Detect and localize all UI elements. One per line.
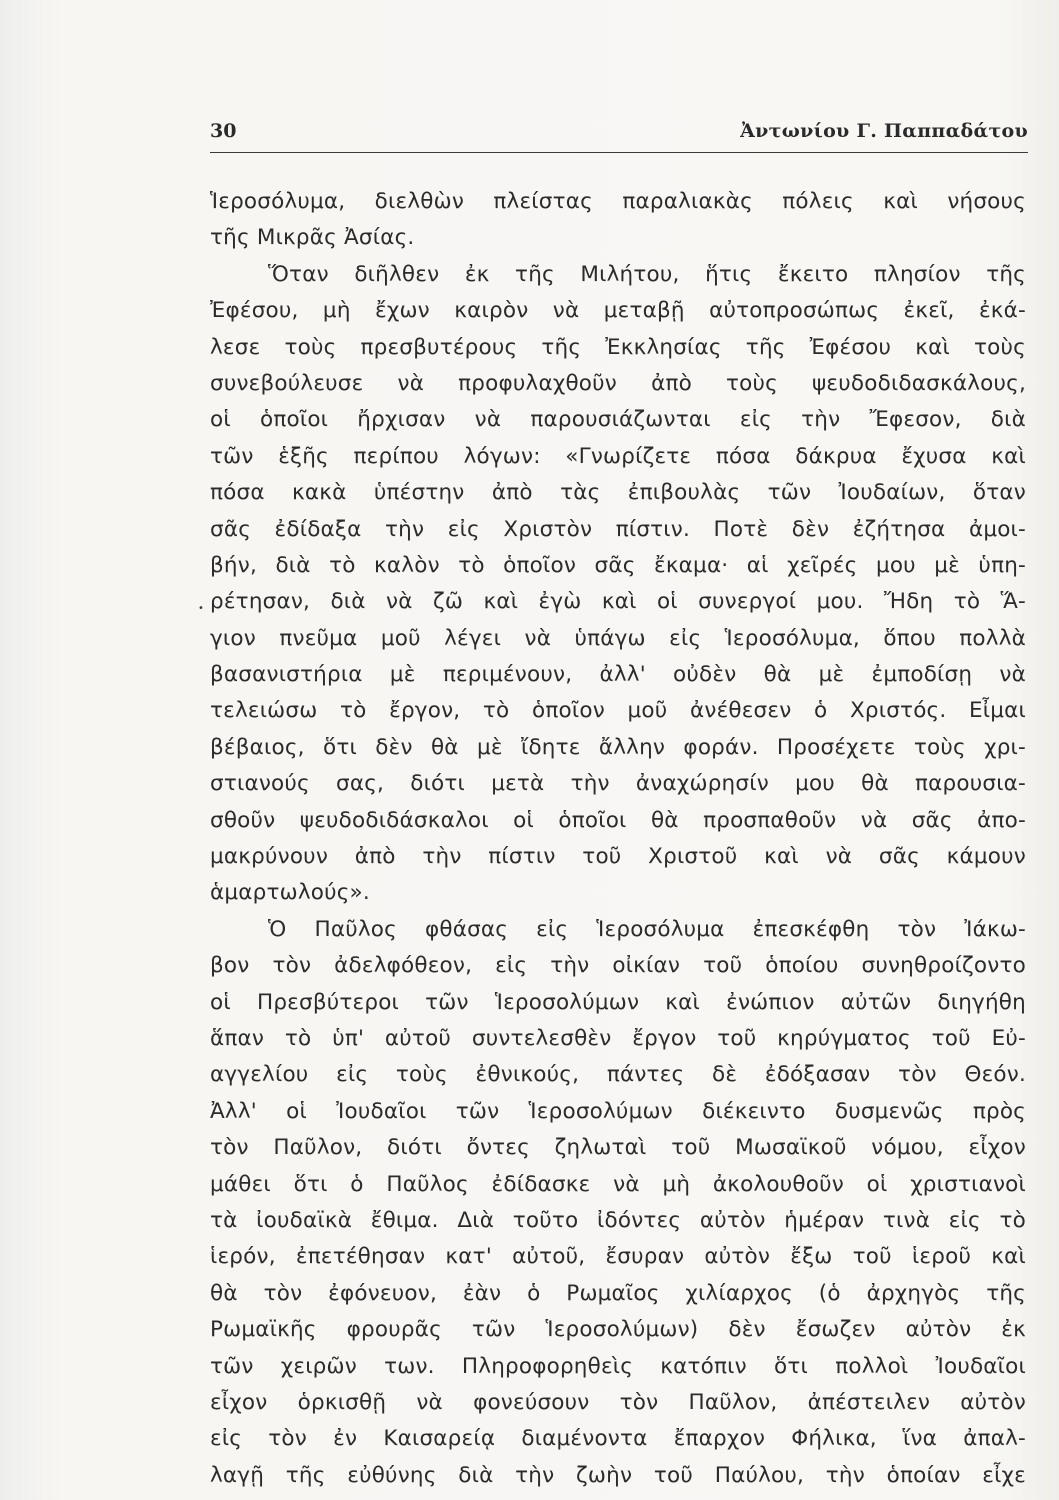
- text-line: μάθει ὅτι ὁ Παῦλος ἐδίδασκε νὰ μὴ ἀκολουθοῦν οἱ χριστιανοὶ: [210, 1171, 1026, 1197]
- text-line: ἅπαν τὸ ὑπ' αὐτοῦ συντελεσθὲν ἔργον τοῦ κηρύγματος τοῦ Εὐ-: [210, 1025, 1026, 1051]
- text-line: γιον πνεῦμα μοῦ λέγει νὰ ὑπάγω εἰς Ἱεροσόλυμα, ὅπου πολλὰ: [210, 625, 1026, 651]
- text-line: εἰς τὸν ἐν Καισαρείᾳ διαμένοντα ἔπαρχον Φήλικα, ἵνα ἀπαλ-: [210, 1426, 1026, 1452]
- text-line: σᾶς ἐδίδαξα τὴν εἰς Χριστὸν πίστιν. Ποτὲ δὲν ἐζήτησα ἀμοι-: [210, 516, 1026, 542]
- body-text: [210, 184, 1026, 1494]
- text-line: βασανιστήρια μὲ περιμένουν, ἀλλ' οὐδὲν θὰ μὲ ἐμποδίσῃ νὰ: [210, 662, 1026, 688]
- stray-mark: •: [198, 603, 204, 614]
- text-line: Ὁ Παῦλος φθάσας εἰς Ἱεροσόλυμα ἐπεσκέφθη τὸν Ἰάκω-: [268, 916, 1026, 942]
- text-line: τὰ ἰουδαϊκὰ ἔθιμα. Διὰ τοῦτο ἰδόντες αὐτὸν ἡμέραν τινὰ εἰς τὸ: [210, 1207, 1026, 1233]
- text-line: βήν, διὰ τὸ καλὸν τὸ ὁποῖον σᾶς ἔκαμα· αἱ χεῖρές μου μὲ ὑπη-: [210, 552, 1026, 578]
- text-line: τῆς Μικρᾶς Ἀσίας.: [210, 225, 415, 251]
- text-line: σθοῦν ψευδοδιδάσκαλοι οἱ ὁποῖοι θὰ προσπαθοῦν νὰ σᾶς ἀπο-: [210, 807, 1026, 833]
- text-line: αγγελίου εἰς τοὺς ἐθνικούς, πάντες δὲ ἐδόξασαν τὸν Θεόν.: [210, 1062, 1026, 1088]
- text-line: συνεβούλευσε νὰ προφυλαχθοῦν ἀπὸ τοὺς ψευδοδιδασκάλους,: [210, 370, 1026, 396]
- running-head: Ἀντωνίου Γ. Παππαδάτου: [740, 120, 1028, 142]
- text-line: βον τὸν ἀδελφόθεον, εἰς τὴν οἰκίαν τοῦ ὁποίου συνηθροίζοντο: [210, 953, 1026, 979]
- text-line: λεσε τοὺς πρεσβυτέρους τῆς Ἐκκλησίας τῆς Ἐφέσου καὶ τοὺς: [210, 334, 1026, 360]
- page-number: 30: [210, 120, 237, 142]
- text-line: Ἐφέσου, μὴ ἔχων καιρὸν νὰ μεταβῇ αὐτοπροσώπως ἐκεῖ, ἐκά-: [210, 298, 1026, 324]
- page-header: [210, 118, 1028, 153]
- text-line: Ὅταν διῆλθεν ἐκ τῆς Μιλήτου, ἥτις ἔκειτο πλησίον τῆς: [268, 261, 1026, 287]
- text-line: λαγῇ τῆς εὐθύνης διὰ τὴν ζωὴν τοῦ Παύλου, τὴν ὁποίαν εἶχε: [210, 1462, 1026, 1488]
- text-line: οἱ ὁποῖοι ἤρχισαν νὰ παρουσιάζωνται εἰς τὴν Ἔφεσον, διὰ: [210, 407, 1026, 433]
- text-line: θὰ τὸν ἐφόνευον, ἐὰν ὁ Ρωμαῖος χιλίαρχος (ὁ ἀρχηγὸς τῆς: [210, 1280, 1026, 1306]
- text-line: τῶν ἑξῆς περίπου λόγων: «Γνωρίζετε πόσα δάκρυα ἔχυσα καὶ: [210, 443, 1026, 469]
- text-line: μακρύνουν ἀπὸ τὴν πίστιν τοῦ Χριστοῦ καὶ νὰ σᾶς κάμουν: [210, 844, 1026, 870]
- text-line: ρέτησαν, διὰ νὰ ζῶ καὶ ἐγὼ καὶ οἱ συνεργοί μου. Ἤδη τὸ Ἅ-: [210, 589, 1026, 615]
- text-line: τῶν χειρῶν των. Πληροφορηθεὶς κατόπιν ὅτι πολλοὶ Ἰουδαῖοι: [210, 1353, 1026, 1379]
- text-line: Ἀλλ' οἱ Ἰουδαῖοι τῶν Ἱεροσολύμων διέκειντο δυσμενῶς πρὸς: [210, 1098, 1026, 1124]
- text-line: οἱ Πρεσβύτεροι τῶν Ἱεροσολύμων καὶ ἐνώπιον αὐτῶν διηγήθη: [210, 989, 1026, 1015]
- text-line: εἶχον ὁρκισθῇ νὰ φονεύσουν τὸν Παῦλον, ἀπέστειλεν αὐτὸν: [210, 1389, 1026, 1415]
- text-line: Ἱεροσόλυμα, διελθὼν πλείστας παραλιακὰς πόλεις καὶ νήσους: [210, 189, 1026, 214]
- text-line: ἱερόν, ἐπετέθησαν κατ' αὐτοῦ, ἔσυραν αὐτὸν ἔξω τοῦ ἱεροῦ καὶ: [210, 1244, 1026, 1270]
- text-line: τὸν Παῦλον, διότι ὄντες ζηλωταὶ τοῦ Μωσαϊκοῦ νόμου, εἶχον: [210, 1135, 1026, 1161]
- text-line: τελειώσω τὸ ἔργον, τὸ ὁποῖον μοῦ ἀνέθεσεν ὁ Χριστός. Εἶμαι: [210, 698, 1026, 724]
- text-line: πόσα κακὰ ὑπέστην ἀπὸ τὰς ἐπιβουλὰς τῶν Ἰουδαίων, ὅταν: [210, 480, 1026, 506]
- text-line: στιανούς σας, διότι μετὰ τὴν ἀναχώρησίν μου θὰ παρουσια-: [210, 771, 1026, 797]
- text-line: Ρωμαϊκῆς φρουρᾶς τῶν Ἱεροσολύμων) δὲν ἔσωζεν αὐτὸν ἐκ: [210, 1317, 1026, 1343]
- text-line: ἁμαρτωλούς».: [210, 880, 370, 906]
- text-line: βέβαιος, ὅτι δὲν θὰ μὲ ἴδητε ἄλλην φοράν. Προσέχετε τοὺς χρι-: [210, 734, 1026, 760]
